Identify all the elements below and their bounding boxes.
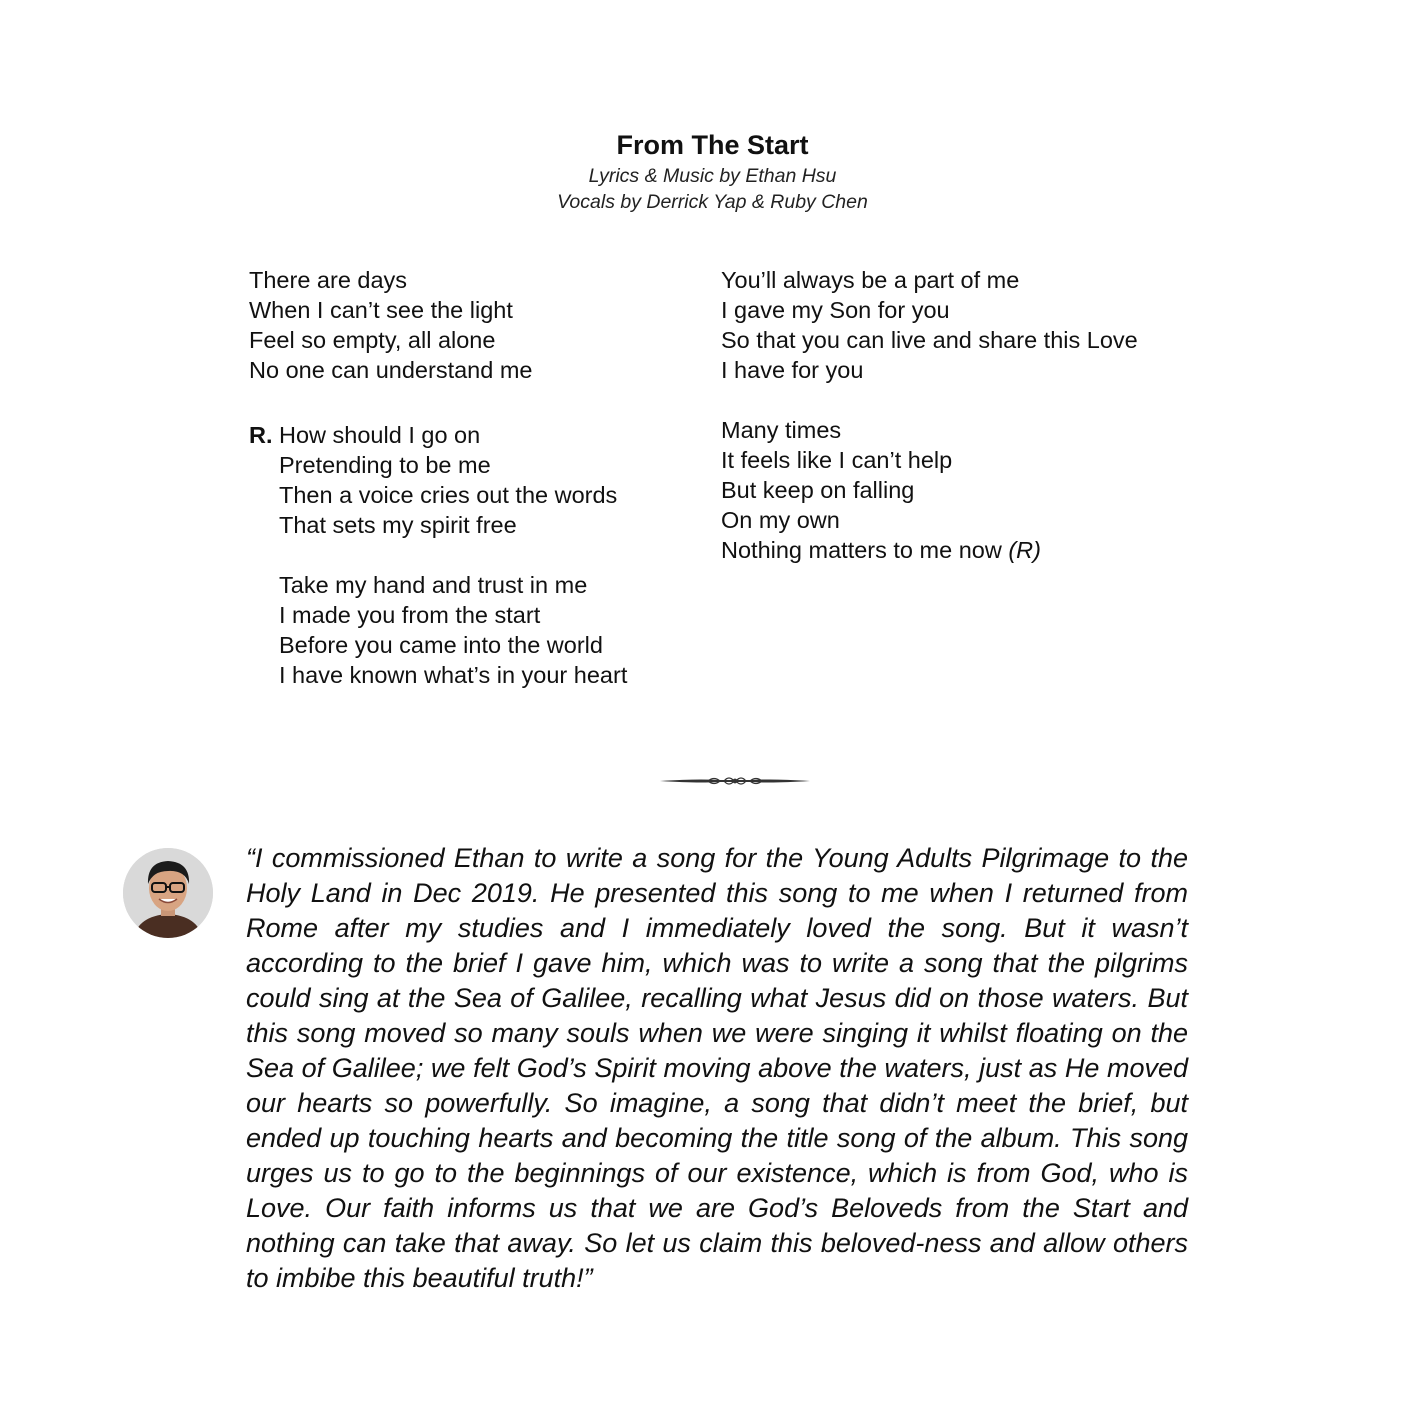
chorus bbox=[249, 420, 709, 690]
chorus-ending bbox=[721, 265, 1241, 385]
author-avatar bbox=[123, 848, 213, 938]
lyric-line: Take my hand and trust in me bbox=[279, 572, 588, 598]
lyric-line: I made you from the start bbox=[279, 602, 541, 628]
lyric-line: Feel so empty, all alone bbox=[249, 327, 496, 353]
testimonial-quote: “I commissioned Ethan to write a song for the Young Adults Pilgrimage to the Holy Land in Dec 2019. He presented this song to me when I returned from Rome after my studies and I immediately loved the song. But it wasn’t according to the brief I gave him, which was to write a song that the pilgrims could sing at the Sea of Galilee, recalling what Jesus did on those waters. But this song moved so many souls when we were singing it whilst floating on the Sea of Galilee; we felt God’s Spirit moving above the waters, just as He moved our hearts so powerfully. So imagine, a song that didn’t meet the brief, but ended up touching hearts and becoming the title song of the album. This song urges us to go to the beginnings of our existence, which is from God, who is Love. Our faith informs us that we are God’s Beloveds from the Start and nothing can take that away. So let us claim this beloved-ness and allow others to imbibe this beautiful truth!” bbox=[246, 843, 1188, 1293]
lyric-line: How should I go on bbox=[279, 422, 481, 448]
lyric-line: Many times bbox=[721, 417, 842, 443]
lyrics-right-column bbox=[721, 265, 1241, 565]
lyric-line: When I can’t see the light bbox=[249, 297, 513, 323]
lyric-line: On my own bbox=[721, 507, 840, 533]
ornament-divider-icon bbox=[658, 770, 812, 792]
lyric-line: I gave my Son for you bbox=[721, 297, 950, 323]
lyric-line: It feels like I can’t help bbox=[721, 447, 953, 473]
vocals-credit: Vocals by Derrick Yap & Ruby Chen bbox=[557, 191, 868, 213]
lyric-line: So that you can live and share this Love bbox=[721, 327, 1138, 353]
lyrics-left-column bbox=[249, 265, 709, 690]
song-title: From The Start bbox=[616, 130, 809, 160]
lyric-line: But keep on falling bbox=[721, 477, 915, 503]
lyrics-credit: Lyrics & Music by Ethan Hsu bbox=[588, 165, 837, 187]
song-header bbox=[0, 127, 1425, 215]
lyric-line: Pretending to be me bbox=[279, 452, 491, 478]
verse-2 bbox=[721, 415, 1241, 565]
verse-1 bbox=[249, 265, 709, 385]
person-portrait-icon bbox=[123, 848, 213, 938]
lyric-line: I have for you bbox=[721, 357, 864, 383]
lyric-line: You’ll always be a part of me bbox=[721, 267, 1020, 293]
lyric-line: There are days bbox=[249, 267, 408, 293]
lyric-line: Before you came into the world bbox=[279, 632, 603, 658]
chorus-marker: R. bbox=[249, 422, 273, 448]
lyric-line: No one can understand me bbox=[249, 357, 533, 383]
lyric-line-last bbox=[721, 535, 1241, 565]
lyric-line: Then a voice cries out the words bbox=[279, 482, 618, 508]
chorus-reference: (R) bbox=[1008, 537, 1041, 563]
lyric-line: That sets my spirit free bbox=[279, 512, 517, 538]
lyric-text: Nothing matters to me now bbox=[721, 537, 1002, 563]
lyric-line: I have known what’s in your heart bbox=[279, 662, 628, 688]
